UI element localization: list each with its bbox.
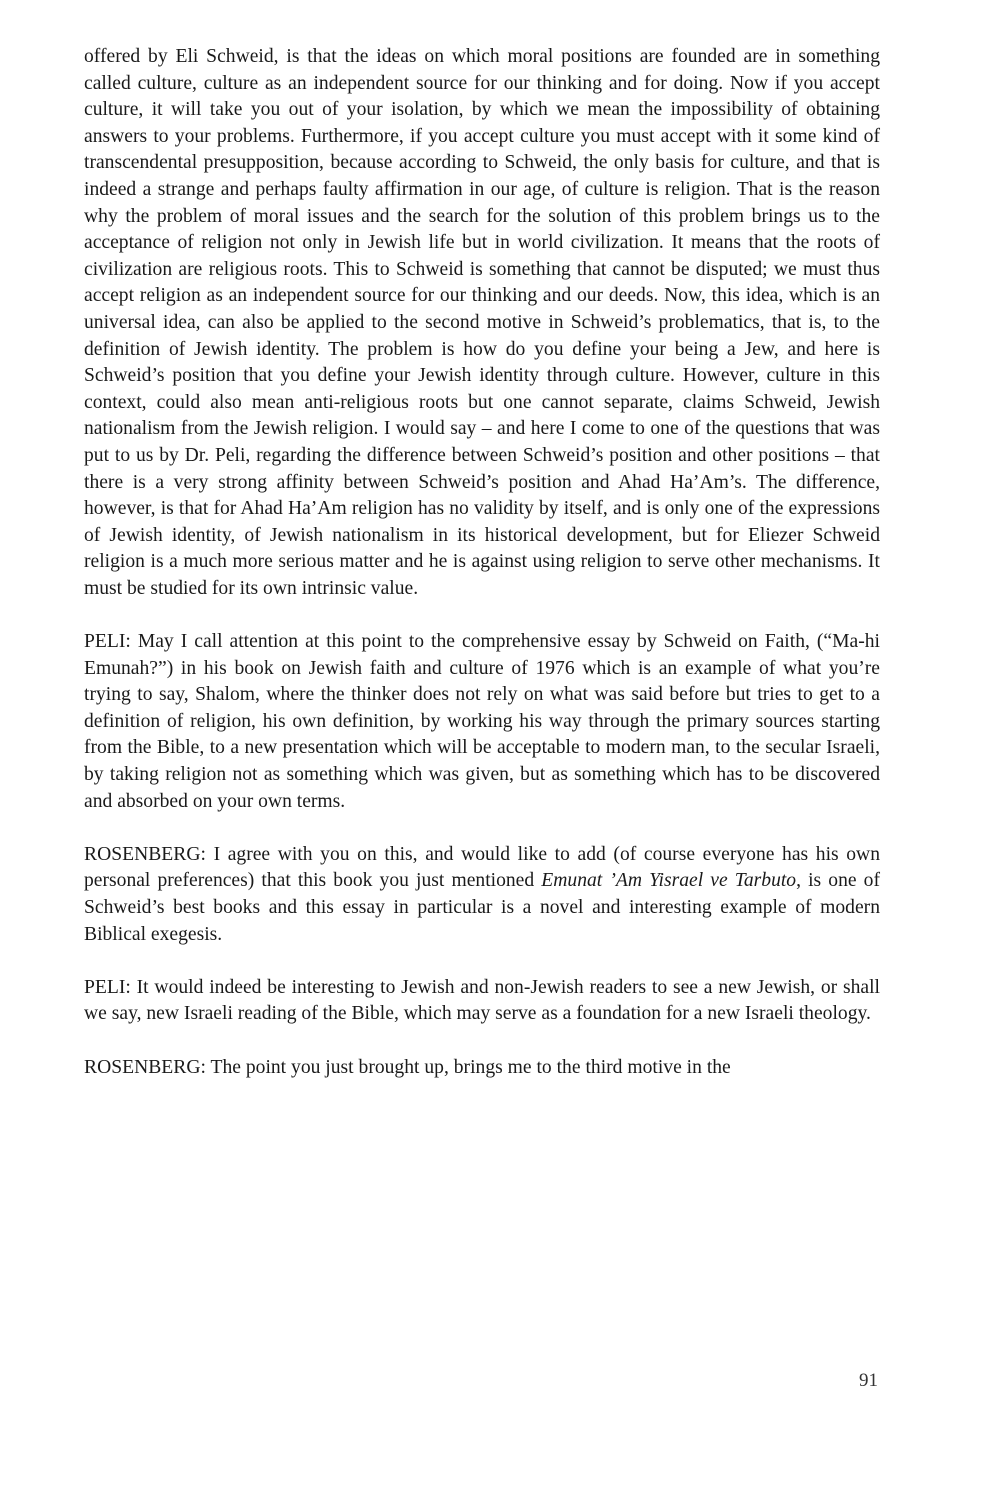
speaker-label: ROSENBERG:: [84, 843, 206, 865]
paragraph-text: May I call attention at this point to the comprehensive essay by Schweid on Faith, (“Ma-hi Emunah?”) in his book on Jewish faith and culture of 1976 which is an example of what you’re trying to say, Shalom, where the thinker does not rely on what was said before but tries to get to a definition of religion, his own definition, by working his way through the primary sources starting from the Bible, to a new presentation which will be acceptable to modern man, to the secular Israeli, by taking religion not as something which was given, but as something which has to be discovered and absorbed on your own terms.: [84, 631, 880, 812]
paragraph-text: The point you just brought up, brings me to the third motive in the: [210, 1056, 731, 1078]
paragraph-peli-reading: [84, 975, 880, 1028]
paragraph-text: , is one of Schweid’s best books and this essay in particular is a novel and interesting example of modern Biblical exegesis.: [84, 870, 880, 945]
speaker-label: PELI:: [84, 976, 131, 998]
speaker-label: PELI:: [84, 631, 131, 653]
paragraph-schweid-culture: offered by Eli Schweid, is that the ideas on which moral positions are founded are in something called culture, culture as an independent source for our thinking and for doing. Now if you accept culture, it will take you out of your isolation, by which we mean the impossibility of obtaining answers to your problems. Furthermore, if you accept culture you must accept with it some kind of transcendental presupposition, because according to Schweid, the only basis for culture, and that is indeed a strange and perhaps faulty affirmation in our age, of culture is religion. That is the reason why the problem of moral issues and the search for the solution of this problem brings us to the acceptance of religion not only in Jewish life but in world civilization. It means that the roots of civilization are religious roots. This to Schweid is something that cannot be disputed; we must thus accept religion as an independent source for our thinking and our deeds. Now, this idea, which is an universal idea, can also be applied to the second motive in Schweid’s problematics, that is, to the definition of Jewish identity. The problem is how do you define your being a Jew, and here is Schweid’s position that you define your Jewish identity through culture. However, culture in this context, could also mean anti-religious roots but one cannot separate, claims Schweid, Jewish nationalism from the Jewish religion. I would say – and here I come to one of the questions that was put to us by Dr. Peli, regarding the difference between Schweid’s position and other positions – that there is a very strong affinity between Schweid’s position and Ahad Ha’Am’s. The difference, however, is that for Ahad Ha’Am religion has no validity by itself, and is only one of the expressions of Jewish identity, of Jewish nationalism in its historical development, but for Eliezer Schweid religion is a much more serious matter and he is against using religion to serve other mechanisms. It must be studied for its own intrinsic value.: [84, 46, 880, 599]
paragraph-rosenberg-agree: [84, 842, 880, 948]
page-number: 91: [859, 1370, 878, 1391]
paragraph-text: I agree with you on this, and would like to add (of course everyone has his own personal preferences) that this book you just mentioned: [84, 843, 880, 892]
paragraph-rosenberg-third-motive: [84, 1055, 880, 1082]
paragraph-peli-faith-essay: [84, 629, 880, 815]
document-page: [84, 44, 880, 1108]
book-title: Emunat ’Am Yisrael ve Tarbuto: [541, 870, 797, 892]
speaker-label: ROSENBERG:: [84, 1056, 206, 1078]
paragraph-text: It would indeed be interesting to Jewish and non-Jewish readers to see a new Jewish, or shall we say, new Israeli reading of the Bible, which may serve as a foundation for a new Israeli theology.: [84, 976, 880, 1025]
